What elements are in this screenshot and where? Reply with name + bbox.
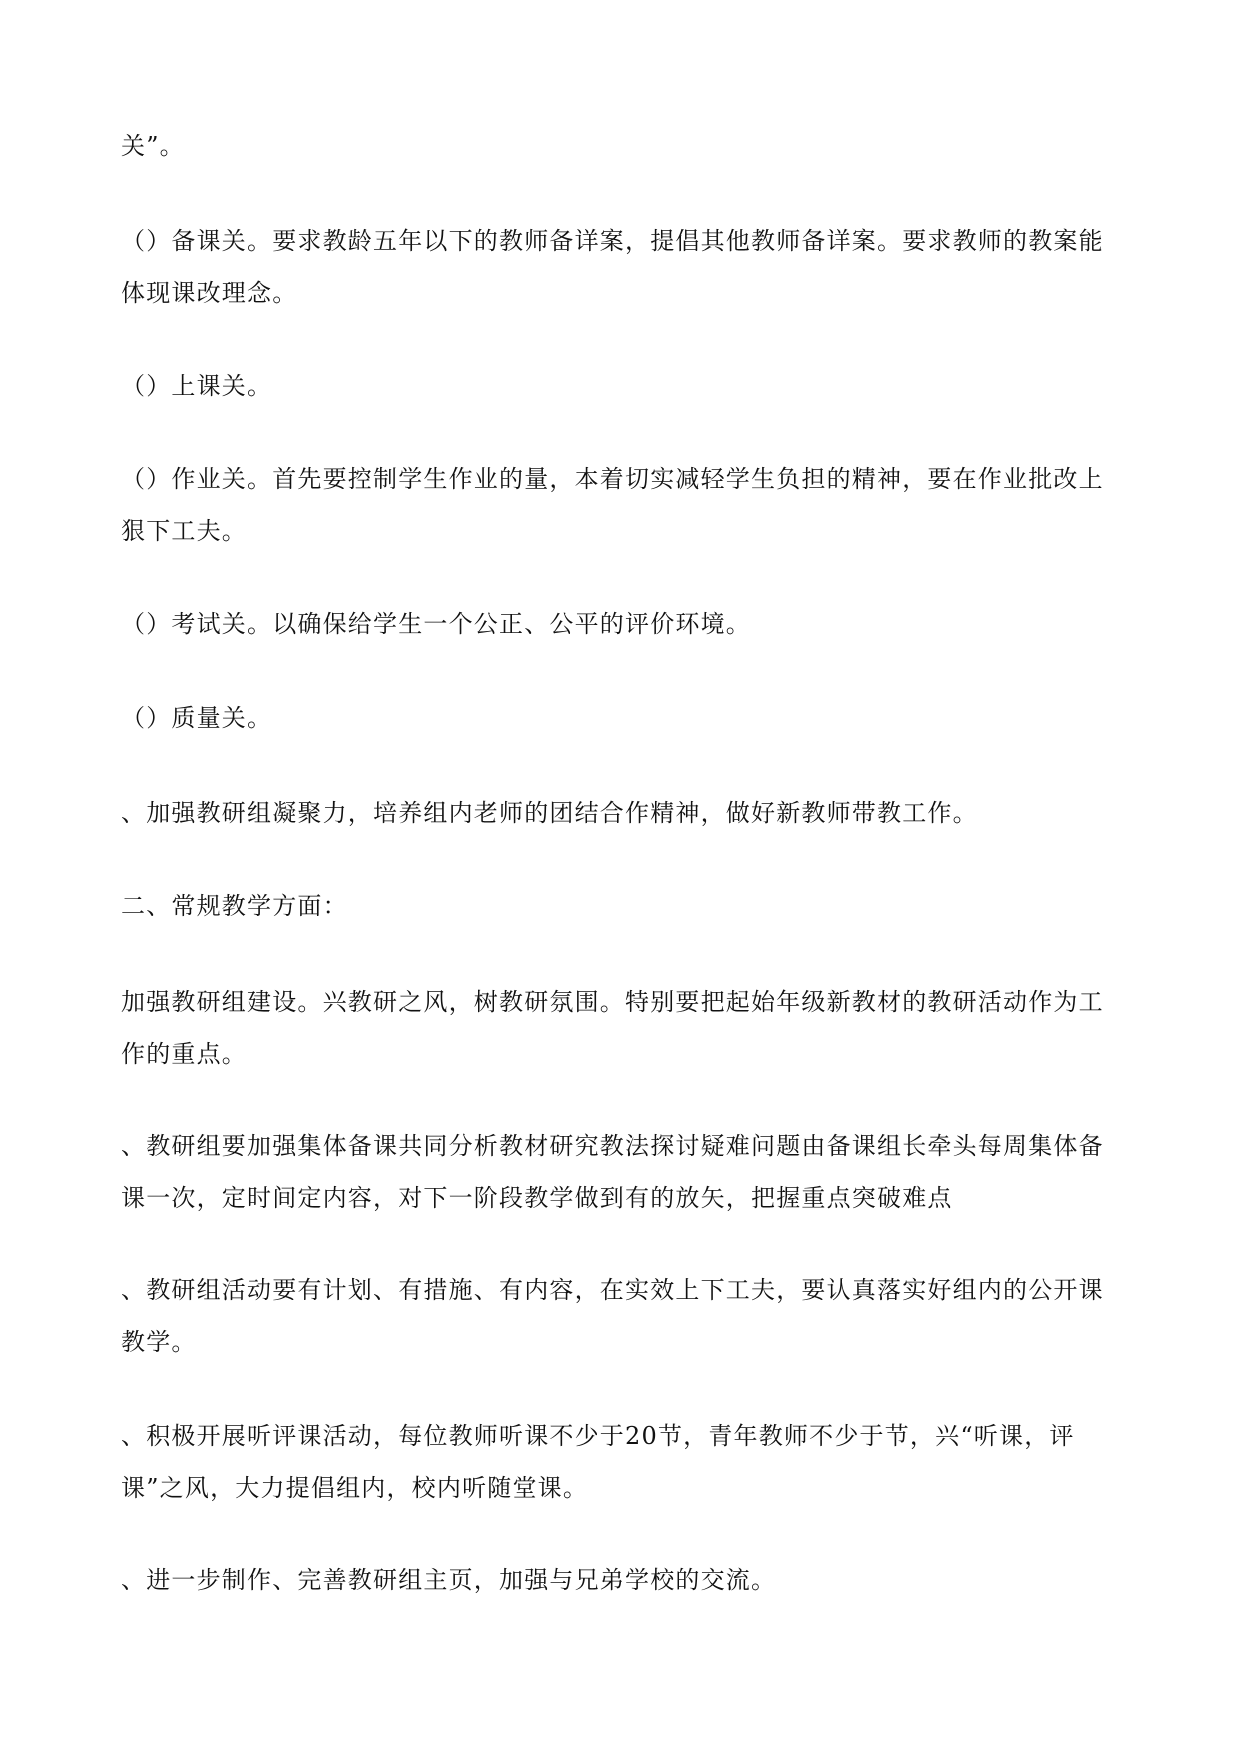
- section-heading-routine-teaching: 二、常规教学方面：: [121, 892, 348, 920]
- paragraph-exams: （）考试关。以确保给学生一个公正、公平的评价环境。: [121, 610, 751, 638]
- paragraph-teaching: （）上课关。: [121, 372, 273, 400]
- paragraph-group-activities: 、教研组活动要有计划、有措施、有内容，在实效上下工夫，要认真落实好组内的公开课教学。: [121, 1276, 1104, 1356]
- paragraph-homepage: 、进一步制作、完善教研组主页，加强与兄弟学校的交流。: [121, 1566, 777, 1594]
- paragraph-quality: （）质量关。: [121, 704, 273, 732]
- paragraph-group-building: 加强教研组建设。兴教研之风，树教研氛围。特别要把起始年级新教材的教研活动作为工作的重点。: [121, 988, 1104, 1068]
- paragraph-lesson-observation: 、积极开展听评课活动，每位教师听课不少于20节，青年教师不少于节，兴“听课，评课”之风，大力提倡组内，校内听随堂课。: [121, 1422, 1075, 1502]
- paragraph-homework: （）作业关。首先要控制学生作业的量，本着切实减轻学生负担的精神，要在作业批改上狠下工夫。: [121, 465, 1104, 545]
- paragraph-gate-continuation: 关”。: [121, 132, 185, 160]
- paragraph-lesson-prep: （）备课关。要求教龄五年以下的教师备详案，提倡其他教师备详案。要求教师的教案能体现课改理念。: [121, 227, 1104, 307]
- paragraph-collective-prep: 、教研组要加强集体备课共同分析教材研究教法探讨疑难问题由备课组长牵头每周集体备课一次，定时间定内容，对下一阶段教学做到有的放矢，把握重点突破难点: [121, 1132, 1104, 1212]
- paragraph-cohesion: 、加强教研组凝聚力，培养组内老师的团结合作精神，做好新教师带教工作。: [121, 799, 978, 827]
